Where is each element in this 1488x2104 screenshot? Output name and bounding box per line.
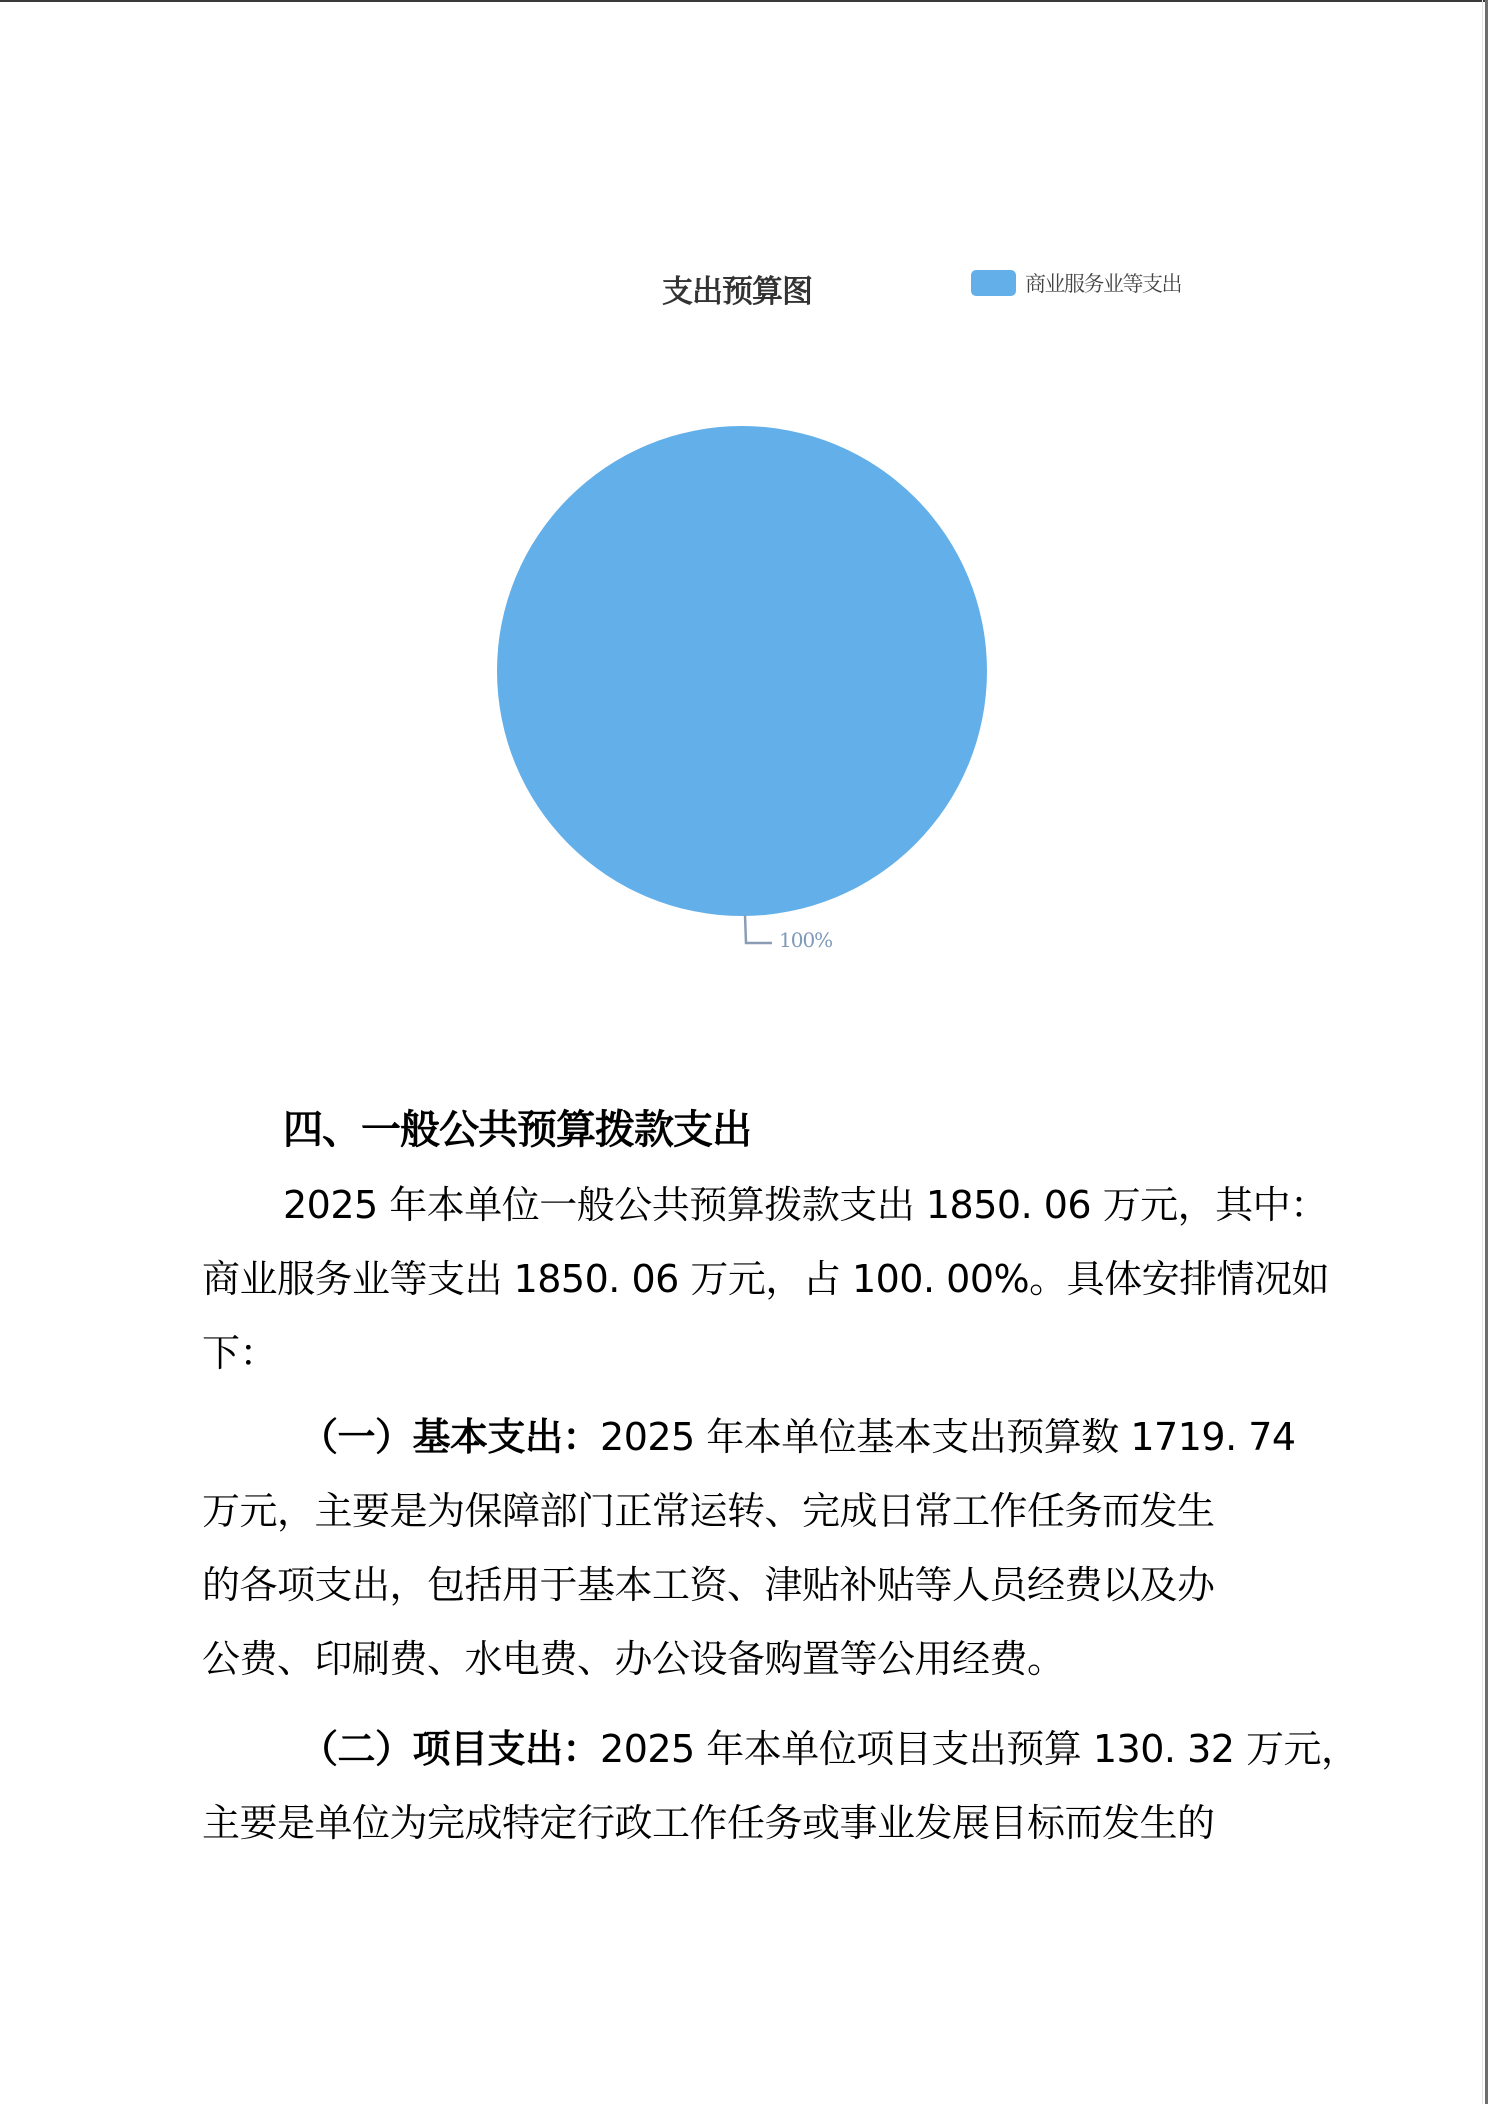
basic-expenditure-first-line — [202, 1400, 1302, 1474]
intro-paragraph — [202, 1168, 1330, 1390]
pie-slice-label: 100% — [779, 928, 833, 952]
pie-leader-line — [745, 915, 772, 943]
basic-expenditure-label: （一）基本支出： — [300, 1415, 601, 1459]
intro-line: 商业服务业等支出 1850. 06 万元，占 100. 00%。具体安排情况如 — [202, 1257, 1330, 1301]
pie-chart — [0, 0, 1488, 1000]
project-expenditure-label: （二）项目支出： — [300, 1727, 601, 1771]
project-expenditure-first-line — [202, 1712, 1359, 1786]
basic-expenditure-paragraph — [202, 1400, 1302, 1696]
basic-expenditure-line: 万元，主要是为保障部门正常运转、完成日常工作任务而发生 — [202, 1489, 1215, 1533]
intro-line: 下： — [202, 1331, 278, 1375]
pie-slice-commercial-services[interactable] — [497, 426, 987, 916]
basic-expenditure-line: 的各项支出，包括用于基本工资、津贴补贴等人员经费以及办 — [202, 1563, 1215, 1607]
legend-label: 商业服务业等支出 — [1025, 272, 1181, 296]
project-expenditure-paragraph — [202, 1712, 1359, 1860]
expenditure-budget-chart — [0, 0, 1488, 1000]
basic-expenditure-text: 2025 年本单位基本支出预算数 1719. 74 — [600, 1415, 1296, 1459]
intro-line: 2025 年本单位一般公共预算拨款支出 1850. 06 万元，其中： — [283, 1183, 1328, 1227]
section-heading: 四、一般公共预算拨款支出 — [283, 1107, 751, 1153]
project-expenditure-line: 主要是单位为完成特定行政工作任务或事业发展目标而发生的 — [202, 1801, 1215, 1845]
project-expenditure-text: 2025 年本单位项目支出预算 130. 32 万元， — [600, 1727, 1359, 1771]
basic-expenditure-line: 公费、印刷费、水电费、办公设备购置等公用经费。 — [202, 1637, 1065, 1681]
chart-title: 支出预算图 — [662, 274, 812, 310]
